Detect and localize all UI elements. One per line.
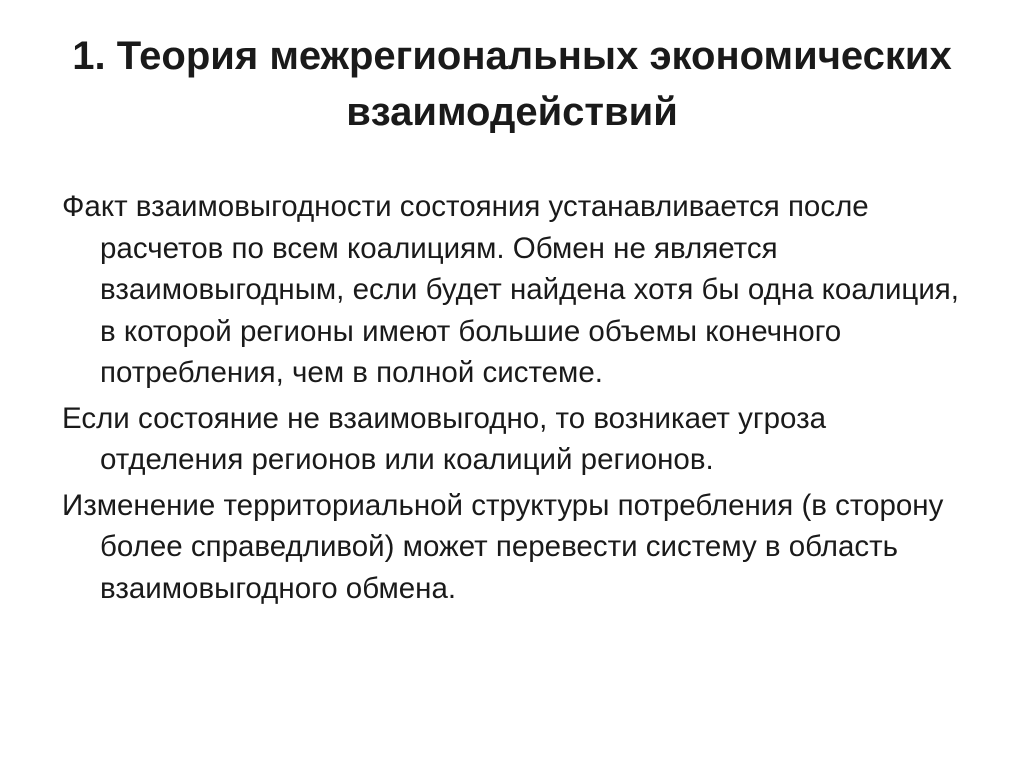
paragraph-mutual-benefit: Факт взаимовыгодности состояния устанавливается после расчетов по всем коалициям. Обмен не является взаимовыгодным, если будет найдена хотя бы одна коалиция, в которой регионы имеют большие объемы конечного потребления, чем в полной системе. [62, 190, 959, 389]
slide-body [62, 186, 972, 613]
paragraph-separation-threat: Если состояние не взаимовыгодно, то возникает угроза отделения регионов или коалиций регионов. [62, 401, 827, 476]
paragraph-structure-change: Изменение территориальной структуры потребления (в сторону более справедливой) может перевести систему в область взаимовыгодного обмена. [62, 488, 944, 605]
slide-title: 1. Теория межрегиональных экономических взаимодействий [72, 34, 952, 134]
